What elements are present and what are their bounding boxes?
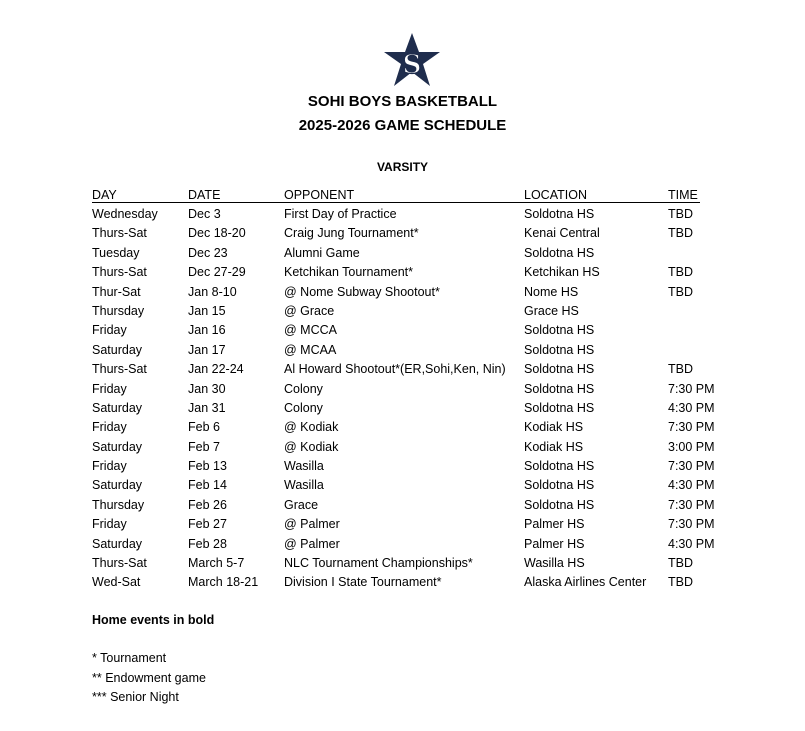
cell-opponent: @ Palmer: [284, 536, 340, 551]
cell-opponent: Wasilla: [284, 478, 324, 493]
cell-opponent: @ Kodiak: [284, 439, 339, 454]
cell-time: 4:30 PM: [668, 400, 715, 415]
cell-day: Friday: [92, 381, 127, 396]
table-header: [92, 188, 700, 203]
cell-opponent: @ MCAA: [284, 342, 337, 357]
cell-time: 7:30 PM: [668, 420, 715, 435]
cell-opponent: Division I State Tournament*: [284, 575, 442, 590]
cell-opponent: First Day of Practice: [284, 207, 397, 221]
cell-date: Jan 30: [188, 381, 226, 396]
cell-time: 3:00 PM: [668, 439, 715, 454]
cell-opponent: Grace: [284, 497, 319, 512]
cell-location: Kodiak HS: [524, 439, 584, 454]
cell-time: TBD: [668, 265, 693, 280]
legend-senior-night: *** Senior Night: [92, 690, 179, 704]
cell-date: Dec 23: [188, 245, 228, 260]
section-heading: VARSITY: [376, 160, 429, 174]
cell-location: Soldotna HS: [524, 323, 595, 338]
cell-time: 7:30 PM: [668, 517, 715, 532]
cell-date: Jan 22-24: [188, 362, 244, 377]
cell-day: Friday: [92, 323, 127, 338]
cell-time: 7:30 PM: [668, 381, 715, 396]
cell-date: Feb 26: [188, 497, 227, 512]
cell-day: Saturday: [92, 400, 143, 415]
cell-location: Palmer HS: [524, 517, 585, 532]
cell-location: Soldotna HS: [524, 400, 595, 415]
cell-opponent: Ketchikan Tournament*: [284, 265, 414, 280]
legend-endowment: ** Endowment game: [92, 671, 206, 685]
header-location: LOCATION: [524, 188, 587, 202]
title-line-1: SOHI BOYS BASKETBALL: [307, 93, 498, 110]
cell-opponent: @ Grace: [284, 303, 335, 318]
cell-time: TBD: [668, 226, 693, 241]
cell-time: 4:30 PM: [668, 478, 715, 493]
cell-day: Friday: [92, 420, 127, 435]
cell-time: TBD: [668, 284, 693, 299]
cell-opponent: @ Nome Subway Shootout*: [284, 284, 440, 299]
cell-opponent: Wasilla: [284, 459, 324, 474]
cell-date: March 5-7: [188, 556, 245, 571]
cell-day: Friday: [92, 459, 127, 474]
cell-opponent: @ Kodiak: [284, 420, 339, 435]
header-day: DAY: [92, 188, 117, 202]
cell-day: Friday: [92, 517, 127, 532]
cell-location: Kodiak HS: [524, 420, 584, 435]
cell-date: Feb 7: [188, 439, 220, 454]
cell-day: Thurs-Sat: [92, 226, 147, 241]
cell-time: TBD: [668, 556, 693, 571]
cell-location: Nome HS: [524, 284, 579, 299]
cell-time: 7:30 PM: [668, 497, 715, 512]
cell-location: Alaska Airlines Center: [524, 575, 647, 590]
cell-date: Jan 31: [188, 400, 226, 415]
header-time: TIME: [668, 188, 698, 202]
cell-date: Feb 14: [188, 478, 227, 493]
cell-date: Feb 28: [188, 536, 227, 551]
cell-opponent: @ MCCA: [284, 323, 337, 338]
cell-opponent: Colony: [284, 381, 323, 396]
cell-date: Dec 27-29: [188, 265, 246, 280]
cell-location: Soldotna HS: [524, 478, 595, 493]
cell-day: Saturday: [92, 342, 143, 357]
cell-location: Grace HS: [524, 303, 579, 318]
cell-time: 4:30 PM: [668, 536, 715, 551]
cell-location: Kenai Central: [524, 226, 600, 241]
header-opponent: OPPONENT: [284, 188, 355, 202]
star-s-logo: [381, 31, 443, 89]
cell-opponent: Craig Jung Tournament*: [284, 226, 419, 241]
cell-date: March 18-21: [188, 575, 259, 590]
cell-time: TBD: [668, 575, 693, 590]
cell-location: Ketchikan HS: [524, 265, 600, 280]
cell-location: Soldotna HS: [524, 362, 595, 377]
cell-date: Dec 18-20: [188, 226, 246, 241]
cell-location: Wasilla HS: [524, 556, 585, 571]
cell-day: Thurs-Sat: [92, 265, 147, 280]
cell-day: Wednesday: [92, 207, 158, 221]
cell-day: Thurs-Sat: [92, 362, 147, 377]
cell-date: Jan 8-10: [188, 284, 237, 299]
cell-time: TBD: [668, 207, 693, 221]
legend-tournament: * Tournament: [92, 651, 167, 665]
cell-opponent: @ Palmer: [284, 517, 340, 532]
cell-day: Saturday: [92, 478, 143, 493]
cell-time: TBD: [668, 362, 693, 377]
cell-opponent: NLC Tournament Championships*: [284, 556, 473, 571]
logo-letter: S: [402, 50, 422, 80]
cell-date: Jan 16: [188, 323, 226, 338]
cell-location: Soldotna HS: [524, 459, 595, 474]
cell-time: 7:30 PM: [668, 459, 715, 474]
cell-location: Soldotna HS: [524, 342, 595, 357]
cell-day: Thursday: [92, 303, 145, 318]
title-line-2: 2025-2026 GAME SCHEDULE: [298, 117, 507, 134]
cell-opponent: Alumni Game: [284, 245, 360, 260]
cell-day: Thur-Sat: [92, 284, 141, 299]
cell-date: Feb 6: [188, 420, 220, 435]
cell-day: Saturday: [92, 439, 143, 454]
home-events-note: Home events in bold: [92, 613, 215, 627]
cell-opponent: Colony: [284, 400, 323, 415]
cell-date: Dec 3: [188, 207, 221, 221]
cell-opponent: Al Howard Shootout*(ER,Sohi,Ken, Nin): [284, 362, 506, 377]
cell-date: Feb 13: [188, 459, 227, 474]
header-date: DATE: [188, 188, 221, 202]
cell-date: Jan 17: [188, 342, 226, 357]
cell-date: Jan 15: [188, 303, 226, 318]
cell-date: Feb 27: [188, 517, 227, 532]
cell-location: Soldotna HS: [524, 497, 595, 512]
cell-day: Wed-Sat: [92, 575, 141, 590]
cell-day: Saturday: [92, 536, 143, 551]
cell-location: Soldotna HS: [524, 245, 595, 260]
cell-day: Tuesday: [92, 245, 140, 260]
cell-location: Palmer HS: [524, 536, 585, 551]
cell-day: Thursday: [92, 497, 145, 512]
cell-location: Soldotna HS: [524, 381, 595, 396]
cell-location: Soldotna HS: [524, 207, 595, 221]
cell-day: Thurs-Sat: [92, 556, 147, 571]
